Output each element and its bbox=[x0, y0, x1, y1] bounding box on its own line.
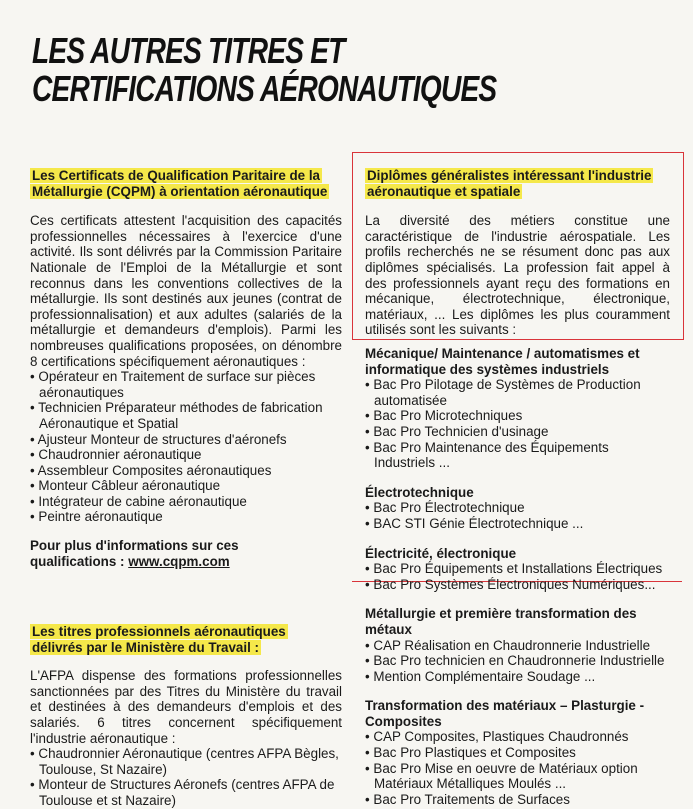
list-item: • Technicien Préparateur méthodes de fabrication Aéronautique et Spatial bbox=[30, 400, 342, 431]
general-heading-line-2: aéronautique et spatiale bbox=[367, 183, 521, 199]
list-item: • Opérateur en Traitement de surface sur pièces aéronautiques bbox=[30, 369, 342, 400]
list-item: • Bac Pro Microtechniques bbox=[365, 408, 670, 424]
cqpm-heading-line-2: Métallurgie (CQPM) à orientation aéronautique bbox=[32, 183, 328, 199]
list-item: • Bac Pro Maintenance des Équipements Industriels ... bbox=[365, 440, 670, 471]
section-title: Métallurgie et première transformation des métaux bbox=[365, 606, 637, 637]
section-title: Électrotechnique bbox=[365, 484, 474, 500]
section-list bbox=[365, 500, 670, 531]
titres-heading bbox=[30, 624, 342, 655]
list-item: • BAC STI Génie Électrotechnique ... bbox=[365, 516, 670, 532]
list-item: • Ajusteur Monteur de structures d'aéronefs bbox=[30, 432, 342, 448]
general-heading bbox=[365, 168, 670, 199]
list-item: • Peintre aéronautique bbox=[30, 509, 342, 525]
list-item: • Bac Pro Équipements et Installations Électriques bbox=[365, 561, 670, 577]
list-item: • CAP Réalisation en Chaudronnerie Industrielle bbox=[365, 638, 670, 654]
title-line-2: CERTIFICATIONS AÉRONAUTIQUES bbox=[32, 68, 497, 109]
list-item: • Bac Pro Traitements de Surfaces bbox=[365, 792, 670, 808]
cqpm-more-info bbox=[30, 538, 342, 569]
section-electrotechnique bbox=[365, 485, 670, 532]
list-item: • Bac Pro Pilotage de Systèmes de Production automatisée bbox=[365, 377, 670, 408]
titres-section bbox=[30, 624, 342, 809]
list-item: • Bac Pro Technicien d'usinage bbox=[365, 424, 670, 440]
cqpm-website-link[interactable]: www.cqpm.com bbox=[128, 553, 230, 569]
section-list bbox=[365, 561, 670, 592]
title-line-1: LES AUTRES TITRES ET bbox=[32, 30, 345, 71]
cqpm-more-line-1: Pour plus d'informations sur ces bbox=[30, 538, 239, 554]
titres-heading-line-1: Les titres professionnels aéronautiques bbox=[32, 624, 286, 639]
cqpm-heading-line-1: Les Certificats de Qualification Paritaire de la bbox=[32, 168, 320, 183]
list-item: • Chaudronnier Aéronautique (centres AFPA Bègles, Toulouse, St Nazaire) bbox=[30, 746, 342, 777]
titres-heading-line-2: délivrés par le Ministère du Travail : bbox=[32, 639, 259, 655]
cqpm-more-prefix: qualifications : bbox=[30, 553, 129, 569]
titres-intro: L'AFPA dispense des formations professionnelles sanctionnées par des Titres du Ministère du travail et destinées à des demandeurs d'emplois et des salariés. 6 titres concernent spécifiquement l'industrie aéronautique : bbox=[30, 668, 342, 746]
list-item: • Bac Pro Mise en oeuvre de Matériaux option Matériaux Métalliques Moulés ... bbox=[365, 761, 670, 792]
section-list bbox=[365, 729, 670, 807]
list-item: • Monteur Câbleur aéronautique bbox=[30, 478, 342, 494]
section-metallurgie bbox=[365, 606, 670, 684]
section-plasturgie bbox=[365, 698, 670, 807]
section-title: Électricité, électronique bbox=[365, 545, 517, 561]
list-item: • CAP Composites, Plastiques Chaudronnés bbox=[365, 729, 670, 745]
page-title bbox=[32, 32, 531, 108]
section-mecanique bbox=[365, 346, 670, 471]
list-item: • Bac Pro Plastiques et Composites bbox=[365, 745, 670, 761]
section-title: Mécanique/ Maintenance / automatismes et informatique des systèmes industriels bbox=[365, 346, 640, 377]
general-heading-line-1: Diplômes généralistes intéressant l'industrie bbox=[367, 168, 652, 183]
cqpm-heading bbox=[30, 168, 342, 199]
list-item: • Chaudronnier aéronautique bbox=[30, 447, 342, 463]
list-item: • Mention Complémentaire Soudage ... bbox=[365, 669, 670, 685]
section-list bbox=[365, 638, 670, 685]
general-intro: La diversité des métiers constitue une caractéristique de l'industrie aérospatiale. Les profils recherchés ne se résument donc pas aux diplômes spécialisés. La profession fait appel à des professionnels ayant reçu des formations en mécanique, électrotechnique, électronique, matériaux, ... Les diplômes les plus couramment utilisés sont les suivants : bbox=[365, 213, 670, 338]
list-item: • Bac Pro Systèmes Électroniques Numériques... bbox=[365, 577, 670, 593]
general-section bbox=[365, 168, 670, 338]
list-item: • Assembleur Composites aéronautiques bbox=[30, 463, 342, 479]
list-item: • Monteur de Structures Aéronefs (centres AFPA de Toulouse et st Nazaire) bbox=[30, 777, 342, 808]
section-title: Transformation des matériaux – Plasturgie - Composites bbox=[365, 698, 645, 729]
list-item: • Bac Pro technicien en Chaudronnerie Industrielle bbox=[365, 653, 670, 669]
diploma-sections bbox=[365, 346, 670, 807]
cqpm-intro: Ces certificats attestent l'acquisition des capacités professionnelles nécessaires à l'exercice d'une activité. Ils sont délivrés par la Commission Paritaire Nationale de l'Emploi de la Métallurgie et sont reconnus dans les conventions collectives de la métallurgie. Ils sont destinés aux jeunes (contrat de professionnalisation) et aux adultes (salariés de la métallurgie et demandeurs d'emplois). Parmi les nombreuses qualifications proposées, on dénombre 8 certifications spécifiquement aéronautiques : bbox=[30, 213, 342, 369]
titres-list bbox=[30, 746, 342, 808]
cqpm-list bbox=[30, 369, 342, 525]
section-list bbox=[365, 377, 670, 471]
list-item: • Bac Pro Électrotechnique bbox=[365, 500, 670, 516]
section-electricite bbox=[365, 546, 670, 593]
cqpm-section bbox=[30, 168, 342, 569]
list-item: • Intégrateur de cabine aéronautique bbox=[30, 494, 342, 510]
